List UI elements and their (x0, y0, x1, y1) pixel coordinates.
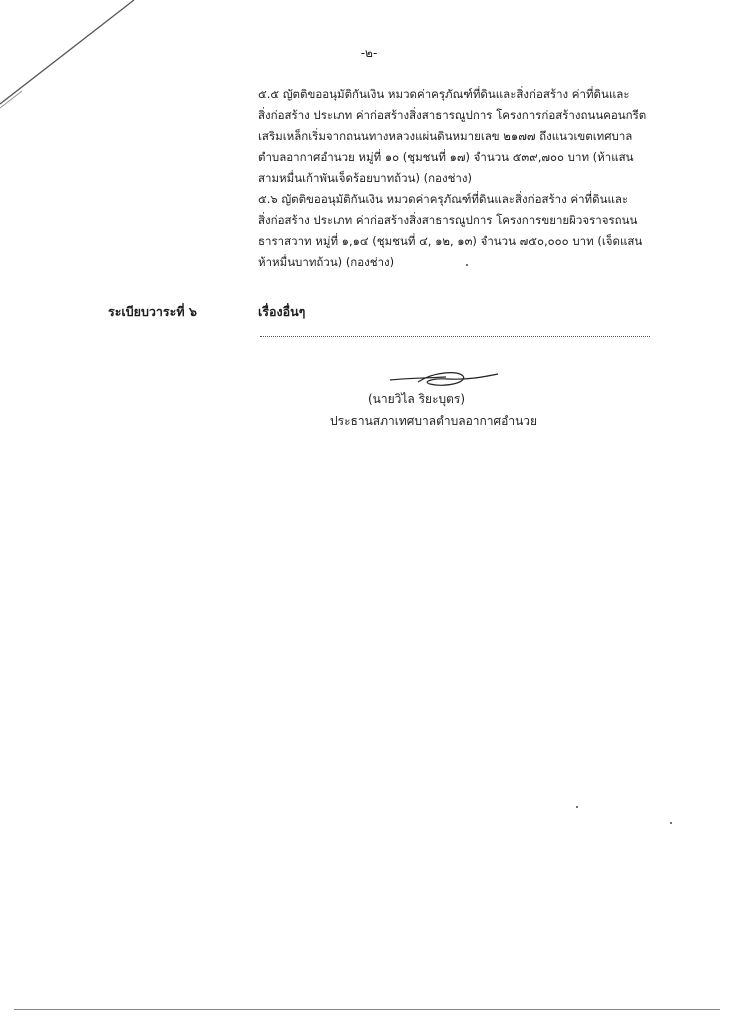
item-5-5-paragraph (258, 84, 658, 189)
scan-speck (466, 264, 468, 266)
signer-name: (นายวิไล ริยะบุตร) (368, 392, 466, 406)
item-5-5-line: สิ่งก่อสร้าง ประเภท ค่าก่อสร้างสิ่งสาธารณูปการ โครงการก่อสร้างถนนคอนกรีต (258, 108, 647, 122)
dotted-fill-line (260, 336, 650, 337)
item-5-5-line: ๕.๕ ญัตติขออนุมัติกันเงิน หมวดค่าครุภัณฑ์ที่ดินและสิ่งก่อสร้าง ค่าที่ดินและ (258, 87, 630, 101)
scan-speck (670, 822, 672, 824)
item-5-6-line: ธาราสวาท หมู่ที่ ๑,๑๔ (ชุมชนที่ ๔, ๑๒, ๑๓) จำนวน ๗๕๐,๐๐๐ บาท (เจ็ดแสน (258, 234, 643, 248)
item-5-5-line: เสริมเหล็กเริ่มจากถนนทางหลวงแผ่นดินหมายเลข ๒๑๗๗ ถึงแนวเขตเทศบาล (258, 129, 633, 143)
item-5-5-line: สามหมื่นเก้าพันเจ็ดร้อยบาทถ้วน) (กองช่าง) (258, 171, 472, 185)
page-number: -๒- (360, 46, 378, 60)
item-5-5-line: ตำบลอากาศอำนวย หมู่ที่ ๑๐ (ชุมชนที่ ๑๗) จำนวน ๕๓๙,๗๐๐ บาท (ห้าแสน (258, 150, 634, 164)
item-5-6-line: ห้าหมื่นบาทถ้วน) (กองช่าง) (258, 255, 395, 269)
item-5-6-line: ๕.๖ ญัตติขออนุมัติกันเงิน หมวดค่าครุภัณฑ์ที่ดินและสิ่งก่อสร้าง ค่าที่ดินและ (258, 192, 629, 206)
agenda-label: ระเบียบวาระที่ ๖ (108, 304, 197, 319)
agenda-title: เรื่องอื่นๆ (258, 304, 306, 319)
scan-speck (576, 806, 578, 808)
bottom-edge-line (14, 1009, 720, 1010)
signer-title: ประธานสภาเทศบาลตำบลอากาศอำนวย (330, 414, 538, 428)
item-5-6-line: สิ่งก่อสร้าง ประเภท ค่าก่อสร้างสิ่งสาธารณูปการ โครงการขยายผิวจราจรถนน (258, 213, 638, 227)
item-5-6-paragraph (258, 189, 658, 273)
